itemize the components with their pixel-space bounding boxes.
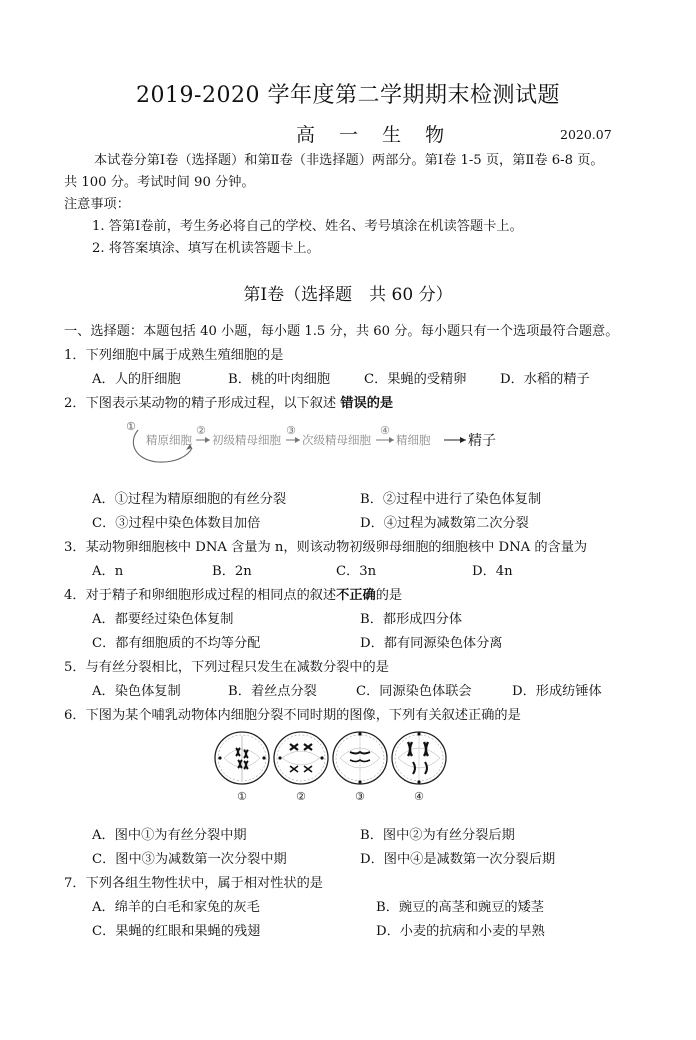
diagram-node: 精原细胞 <box>146 433 192 447</box>
question-stem: 5．与有丝分裂相比，下列过程只发生在减数分裂中的是 <box>64 660 389 675</box>
option: A．图中①为有丝分裂中期 <box>92 828 247 843</box>
figure-label: ① <box>237 790 247 803</box>
step-label: ② <box>196 424 206 437</box>
option: B．②过程中进行了染色体复制 <box>360 492 542 507</box>
option: B．着丝点分裂 <box>228 684 317 699</box>
option: D．小麦的抗病和小麦的早熟 <box>376 924 545 939</box>
option: C．3n <box>336 564 377 579</box>
section-instructions: 一、选择题：本题包括 40 小题，每小题 1.5 分，共 60 分。每小题只有一个选项最符合题意。 <box>64 324 619 339</box>
option: D．形成纺锤体 <box>512 684 602 699</box>
option: B．桃的叶肉细胞 <box>228 372 331 387</box>
option: A．人的肝细胞 <box>92 372 181 387</box>
option: D．图中④是减数第一次分裂后期 <box>360 852 556 867</box>
exam-date: 2020.07 <box>560 127 612 142</box>
question-stem: 6．下图为某个哺乳动物体内细胞分裂不同时期的图像，下列有关叙述正确的是 <box>64 708 521 723</box>
notice-title: 注意事项： <box>64 197 130 212</box>
option: D．④过程为减数第二次分裂 <box>360 516 529 531</box>
question-stem: 3．某动物卵细胞核中 DNA 含量为 n，则该动物初级卵母细胞的细胞核中 DNA 的含量为 <box>64 540 588 555</box>
exam-title: 2019-2020 学年度第二学期期末检测试题 <box>136 83 560 108</box>
option: A．染色体复制 <box>92 684 181 699</box>
intro-line-2: 共 100 分。考试时间 90 分钟。 <box>64 175 255 190</box>
cell-diagram-3 <box>333 732 387 784</box>
step-label: ③ <box>286 424 296 437</box>
option: C．③过程中染色体数目加倍 <box>92 516 261 531</box>
notice-item: 1. 答第Ⅰ卷前，考生务必将自己的学校、姓名、考号填涂在机读答题卡上。 <box>92 219 523 234</box>
emphasis: 错误的是 <box>340 396 394 411</box>
intro-line-1: 本试卷分第Ⅰ卷（选择题）和第Ⅱ卷（非选择题）两部分。第Ⅰ卷 1-5 页，第Ⅱ卷 6-8 页。 <box>94 153 604 168</box>
cell-diagram-2 <box>274 732 328 784</box>
question-stem: 4．对于精子和卵细胞形成过程的相同点的叙述不正确的是 <box>64 588 403 603</box>
figure-label: ③ <box>355 790 365 803</box>
option: D．4n <box>472 564 513 579</box>
step-label: ① <box>126 420 136 433</box>
question-stem: 2．下图表示某动物的精子形成过程，以下叙述 错误的是 <box>64 396 394 411</box>
option: A．①过程为精原细胞的有丝分裂 <box>92 492 287 507</box>
option: C．果蝇的红眼和果蝇的残翅 <box>92 924 261 939</box>
option: B．2n <box>212 564 252 579</box>
figure-label: ④ <box>414 790 424 803</box>
option: C．都有细胞质的不均等分配 <box>92 636 261 651</box>
option: C．同源染色体联会 <box>356 684 472 699</box>
diagram-node: 初级精母细胞 <box>212 433 281 447</box>
option: C．图中③为减数第一次分裂中期 <box>92 852 287 867</box>
option: B．都形成四分体 <box>360 612 463 627</box>
option: A．绵羊的白毛和家兔的灰毛 <box>92 900 260 915</box>
section-title: 第Ⅰ卷（选择题 共 60 分） <box>243 285 453 305</box>
option: A．n <box>92 564 124 579</box>
diagram-node: 次级精母细胞 <box>302 433 371 447</box>
notice-item: 2. 将答案填涂、填写在机读答题卡上。 <box>92 241 320 256</box>
option: D．都有同源染色体分离 <box>360 636 503 651</box>
option: B．图中②为有丝分裂后期 <box>360 828 515 843</box>
cell-division-figure <box>210 728 450 804</box>
emphasis: 不正确 <box>336 588 376 603</box>
question-stem: 7．下列各组生物性状中，属于相对性状的是 <box>64 876 323 891</box>
option: A．都要经过染色体复制 <box>92 612 234 627</box>
subject-title: 高 一 生 物 <box>296 124 454 146</box>
cell-diagram-1 <box>215 732 269 784</box>
question-stem: 1．下列细胞中属于成熟生殖细胞的是 <box>64 348 284 363</box>
option: B．豌豆的高茎和豌豆的矮茎 <box>376 900 544 915</box>
diagram-node: 精细胞 <box>396 433 431 447</box>
option: D．水稻的精子 <box>500 372 590 387</box>
diagram-node: 精子 <box>468 433 496 449</box>
option: C．果蝇的受精卵 <box>364 372 467 387</box>
cell-diagram-4 <box>392 732 446 784</box>
step-label: ④ <box>380 424 390 437</box>
sperm-formation-diagram <box>124 416 504 468</box>
figure-label: ② <box>296 790 306 803</box>
